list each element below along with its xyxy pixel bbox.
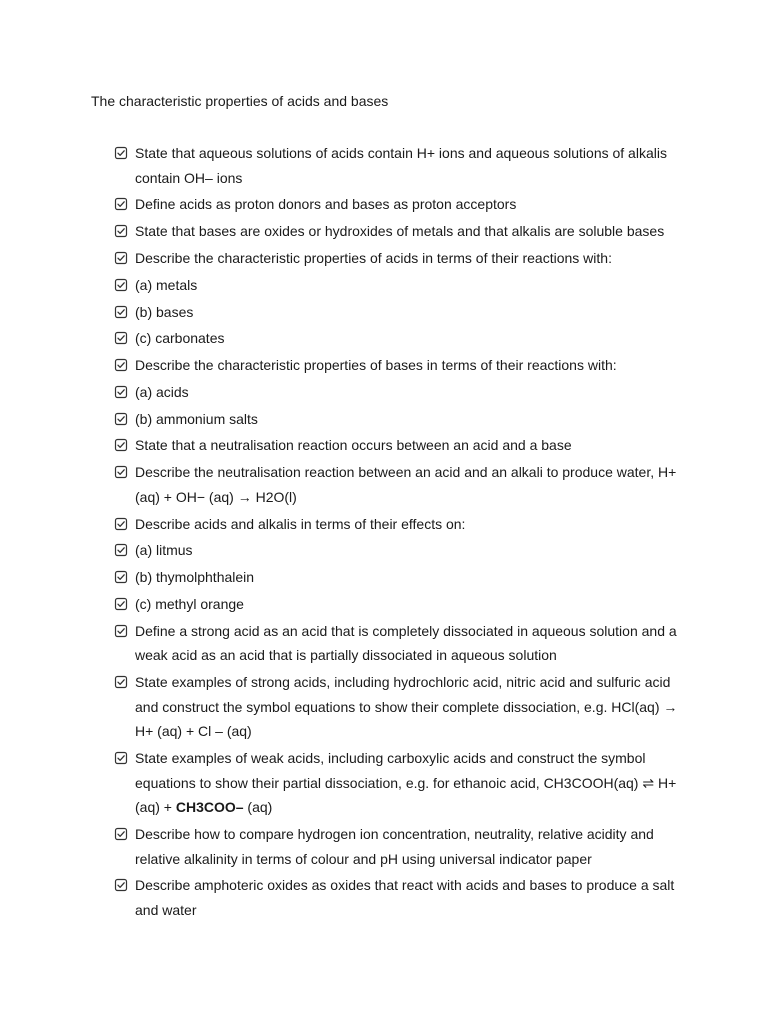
checked-checkbox-icon[interactable]: [114, 224, 128, 238]
checked-checkbox-icon[interactable]: [114, 543, 128, 557]
checklist-item: [114, 460, 684, 509]
item-text-main: State examples of strong acids, including hydrochloric acid, nitric acid and sulfuric acid and construct the symbol equations to show their complete dissociation, e.g. HCl(aq) → H+ (aq) + Cl – (aq): [135, 674, 678, 740]
item-text-main: (b) bases: [135, 303, 194, 320]
checklist-item: [114, 565, 684, 590]
checklist-item: [114, 192, 684, 217]
checklist-item-text: [135, 670, 684, 744]
checklist-item-text: [135, 407, 684, 432]
checked-checkbox-icon[interactable]: [114, 465, 128, 479]
item-text-bold: CH3COO–: [175, 799, 244, 816]
item-text-main: Describe the neutralisation reaction between an acid and an alkali to produce water, H+ (aq) + OH− (aq) → H2O(l): [135, 464, 677, 505]
item-text-main: Describe how to compare hydrogen ion concentration, neutrality, relative acidity and relative alkalinity in terms of colour and pH using universal indicator paper: [135, 826, 654, 867]
checklist-item-text: [135, 592, 684, 617]
checked-checkbox-icon[interactable]: [114, 517, 128, 531]
item-text-main: State that aqueous solutions of acids contain H+ ions and aqueous solutions of alkalis contain OH– ions: [135, 145, 667, 186]
checklist-item-text: [135, 192, 684, 217]
checklist-item: [114, 407, 684, 432]
checklist-item: [114, 326, 684, 351]
item-text-main: Describe the characteristic properties of bases in terms of their reactions with:: [135, 357, 617, 374]
checked-checkbox-icon[interactable]: [114, 878, 128, 892]
checklist-item-text: [135, 326, 684, 351]
checked-checkbox-icon[interactable]: [114, 597, 128, 611]
checklist-item: [114, 273, 684, 298]
checklist-item-text: [135, 300, 684, 325]
item-text-main: State examples of weak acids, including carboxylic acids and construct the symbol equations to show their partial dissociation, e.g. for ethanoic acid, CH3COOH(aq) ⇌ H+ (aq) +: [135, 750, 677, 816]
item-text-main: (a) litmus: [135, 542, 193, 559]
checklist-item: [114, 873, 684, 922]
checklist-item: [114, 619, 684, 668]
checklist-item-text: [135, 512, 684, 537]
item-text-main: Describe amphoteric oxides as oxides that react with acids and bases to produce a salt and water: [135, 877, 675, 918]
checked-checkbox-icon[interactable]: [114, 624, 128, 638]
checklist-item: [114, 592, 684, 617]
item-text-main: Define acids as proton donors and bases as proton acceptors: [135, 196, 517, 213]
checklist-item-text: [135, 538, 684, 563]
checklist-item: [114, 141, 684, 190]
checklist-item: [114, 746, 684, 820]
checklist-item: [114, 353, 684, 378]
checked-checkbox-icon[interactable]: [114, 251, 128, 265]
item-text-after: (aq): [243, 799, 273, 816]
checklist-item: [114, 512, 684, 537]
checked-checkbox-icon[interactable]: [114, 827, 128, 841]
checked-checkbox-icon[interactable]: [114, 751, 128, 765]
checked-checkbox-icon[interactable]: [114, 146, 128, 160]
checklist-item: [114, 538, 684, 563]
checked-checkbox-icon[interactable]: [114, 331, 128, 345]
checked-checkbox-icon[interactable]: [114, 197, 128, 211]
checked-checkbox-icon[interactable]: [114, 570, 128, 584]
checked-checkbox-icon[interactable]: [114, 675, 128, 689]
checklist-item-text: [135, 619, 684, 668]
checked-checkbox-icon[interactable]: [114, 412, 128, 426]
item-text-main: (c) carbonates: [135, 330, 225, 347]
item-text-main: (c) methyl orange: [135, 595, 244, 612]
checklist-item-text: [135, 460, 684, 509]
checked-checkbox-icon[interactable]: [114, 358, 128, 372]
checklist-item-text: [135, 873, 684, 922]
checklist: [114, 141, 684, 925]
checklist-item-text: [135, 746, 684, 820]
item-text-main: State that bases are oxides or hydroxides of metals and that alkalis are soluble bases: [135, 223, 665, 240]
checklist-item: [114, 219, 684, 244]
document-title: The characteristic properties of acids and bases: [91, 93, 389, 109]
checklist-item-text: [135, 246, 684, 271]
checked-checkbox-icon[interactable]: [114, 305, 128, 319]
checklist-item-text: [135, 219, 684, 244]
checklist-item: [114, 433, 684, 458]
checklist-item-text: [135, 273, 684, 298]
item-text-main: (b) ammonium salts: [135, 410, 258, 427]
item-text-main: (a) metals: [135, 276, 198, 293]
checked-checkbox-icon[interactable]: [114, 438, 128, 452]
item-text-main: (a) acids: [135, 383, 189, 400]
checklist-item-text: [135, 141, 684, 190]
checklist-item: [114, 670, 684, 744]
checklist-item: [114, 300, 684, 325]
item-text-main: State that a neutralisation reaction occurs between an acid and a base: [135, 437, 572, 454]
checklist-item-text: [135, 380, 684, 405]
checklist-item-text: [135, 433, 684, 458]
item-text-main: Define a strong acid as an acid that is completely dissociated in aqueous solution and a weak acid as an acid that is partially dissociated in aqueous solution: [135, 622, 677, 664]
item-text-main: Describe the characteristic properties of acids in terms of their reactions with:: [135, 249, 612, 266]
item-text-main: Describe acids and alkalis in terms of their effects on:: [135, 515, 466, 532]
checklist-item: [114, 246, 684, 271]
checked-checkbox-icon[interactable]: [114, 278, 128, 292]
checklist-item-text: [135, 353, 684, 378]
checklist-item-text: [135, 822, 684, 871]
checked-checkbox-icon[interactable]: [114, 385, 128, 399]
item-text-main: (b) thymolphthalein: [135, 569, 255, 586]
checklist-item: [114, 822, 684, 871]
checklist-item-text: [135, 565, 684, 590]
checklist-item: [114, 380, 684, 405]
